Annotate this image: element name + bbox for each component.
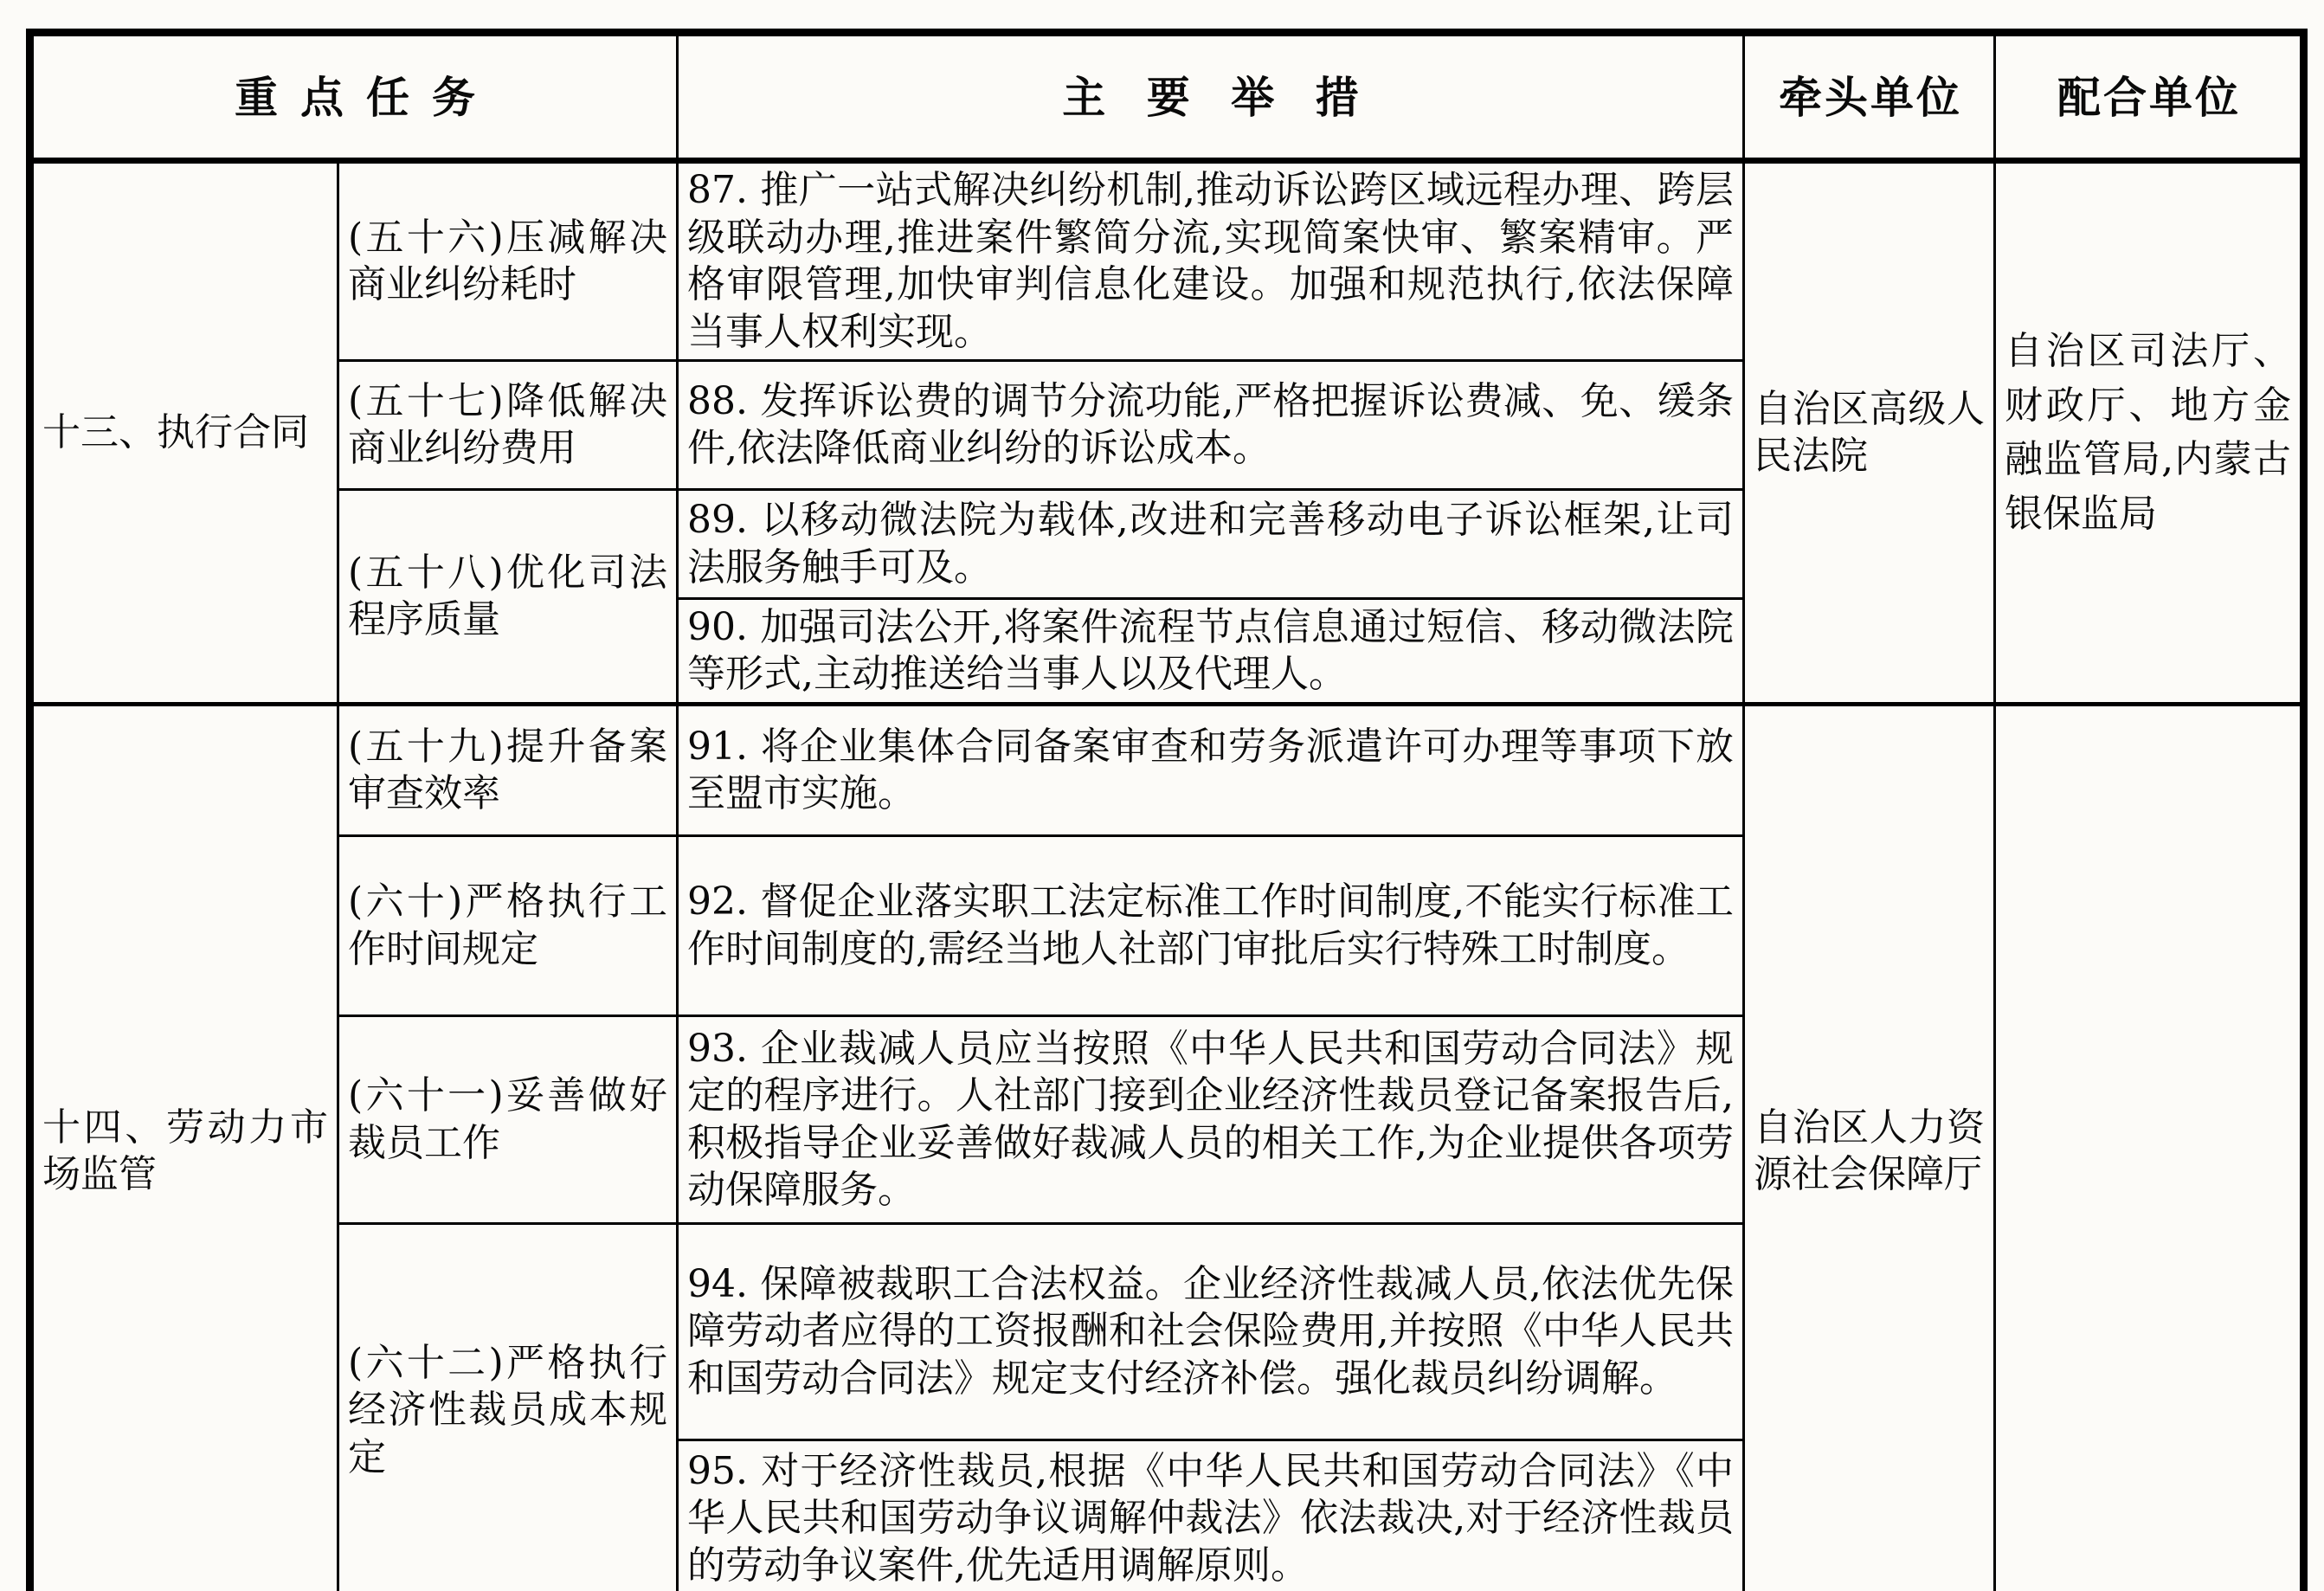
measure-88-text: 88. 发挥诉讼费的调节分流功能,严格把握诉讼费减、免、缓条件,依法降低商业纠纷的诉讼成本。 — [687, 378, 1734, 471]
support-unit-13: 自治区司法厅、财政厅、地方金融监管局,内蒙古银保监局 — [1995, 161, 2304, 705]
table-row — [30, 705, 2304, 836]
measure-94 — [678, 1224, 1744, 1440]
table-header-row — [30, 33, 2304, 161]
header-lead-unit-label: 牵头单位 — [1779, 71, 1962, 123]
key-tasks-measures-table — [26, 29, 2308, 1591]
measure-91 — [678, 705, 1744, 836]
measure-95-text: 95. 对于经济性裁员,根据《中华人民共和国劳动合同法》《中华人民共和国劳动争议调解仲裁法》依法裁决,对于经济性裁员的劳动争议案件,优先适用调解原则。 — [687, 1448, 1734, 1588]
header-support-unit-label: 配合单位 — [2057, 71, 2241, 123]
lead-unit-13: 自治区高级人民法院 — [1744, 161, 1995, 705]
measure-89-text: 89. 以移动微法院为载体,改进和完善移动电子诉讼框架,让司法服务触手可及。 — [687, 498, 1734, 589]
measure-87-text: 87. 推广一站式解决纠纷机制,推动诉讼跨区域远程办理、跨层级联动办理,推进案件繁简分流,实现简案快审、繁案精审。严格审限管理,加快审判信息化建设。加强和规范执行,依法保障当事人权利实现。 — [687, 168, 1734, 354]
task-label-62: (六十二)严格执行经济性裁员成本规定 — [338, 1224, 678, 1591]
task-label-57: (五十七)降低解决商业纠纷费用 — [338, 361, 678, 490]
header-key-tasks — [30, 33, 678, 161]
table-row — [30, 161, 2304, 361]
task-label-58: (五十八)优化司法程序质量 — [338, 490, 678, 705]
measure-87 — [678, 161, 1744, 361]
header-key-tasks-label: 重点任务 — [235, 71, 498, 123]
measure-90-text: 90. 加强司法公开,将案件流程节点信息通过短信、移动微法院等形式,主动推送给当事人以及代理人。 — [687, 604, 1734, 697]
measure-90 — [678, 599, 1744, 705]
task-label-61: (六十一)妥善做好裁员工作 — [338, 1016, 678, 1224]
lead-unit-14: 自治区人力资源社会保障厅 — [1744, 705, 1995, 1591]
measure-92 — [678, 836, 1744, 1016]
group-label-14: 十四、劳动力市场监管 — [30, 705, 338, 1591]
header-lead-unit — [1744, 33, 1995, 161]
group-label-13: 十三、执行合同 — [30, 161, 338, 705]
measure-88 — [678, 361, 1744, 490]
task-label-60: (六十)严格执行工作时间规定 — [338, 836, 678, 1016]
header-main-measures — [678, 33, 1744, 161]
header-main-measures-label: 主要举措 — [1062, 71, 1400, 123]
measure-93 — [678, 1016, 1744, 1224]
measure-92-text: 92. 督促企业落实职工法定标准工作时间制度,不能实行标准工作时间制度的,需经当地人社部门审批后实行特殊工时制度。 — [687, 879, 1734, 971]
measure-95 — [678, 1440, 1744, 1591]
header-support-unit — [1995, 33, 2304, 161]
task-label-56: (五十六)压减解决商业纠纷耗时 — [338, 161, 678, 361]
measure-94-text: 94. 保障被裁职工合法权益。企业经济性裁减人员,依法优先保障劳动者应得的工资报酬和社会保险费用,并按照《中华人民共和国劳动合同法》规定支付经济补偿。强化裁员纠纷调解。 — [687, 1261, 1734, 1401]
measure-89 — [678, 490, 1744, 599]
measure-91-text: 91. 将企业集体合同备案审查和劳务派遣许可办理等事项下放至盟市实施。 — [687, 724, 1734, 816]
support-unit-14 — [1995, 705, 2304, 1591]
task-label-59: (五十九)提升备案审查效率 — [338, 705, 678, 836]
measure-93-text: 93. 企业裁减人员应当按照《中华人民共和国劳动合同法》规定的程序进行。人社部门接到企业经济性裁员登记备案报告后,积极指导企业妥善做好裁减人员的相关工作,为企业提供各项劳动保障服务。 — [687, 1026, 1734, 1213]
